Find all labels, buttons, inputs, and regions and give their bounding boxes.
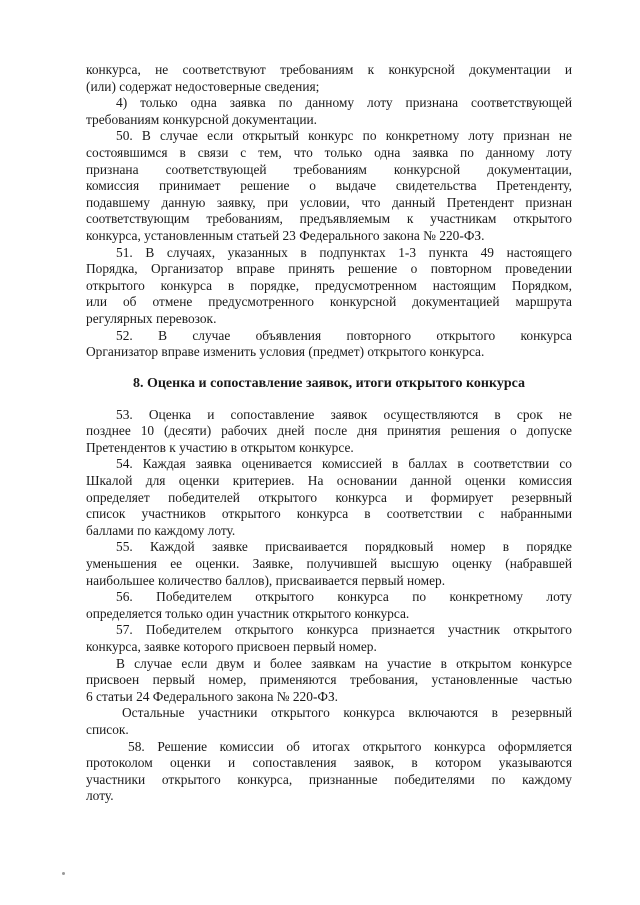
text-line: лоту. — [86, 788, 114, 804]
paragraph — [86, 62, 572, 95]
paragraph — [86, 705, 572, 738]
text-line: 58. Решение комиссии об итогах открытого конкурса оформляется — [128, 738, 572, 754]
text-line: 6 статьи 24 Федерального закона № 220-ФЗ. — [86, 688, 339, 704]
text-line: 50. В случае если открытый конкурс по конкретному лоту признан не — [116, 128, 572, 144]
scan-dot-mark — [62, 872, 65, 875]
text-line: баллами по каждому лоту. — [86, 522, 236, 538]
text-line: 54. Каждая заявка оценивается комиссией в баллах в соответствии со — [116, 456, 572, 472]
paragraph — [86, 128, 572, 244]
text-line: 56. Победителем открытого конкурса по конкретному лоту — [116, 589, 572, 605]
text-line: состоявшимся в связи с тем, что только одна заявка по данному лоту — [86, 144, 572, 160]
text-line: Порядка, Организатор вправе принять решение о повторном проведении — [86, 261, 572, 277]
spacer — [86, 393, 572, 407]
text-line: конкурса, заявке которого присвоен первый номер. — [86, 639, 377, 654]
text-line: или об отмене предусмотренного конкурсной документацией маршрута — [86, 294, 572, 310]
text-line: 4) только одна заявка по данному лоту признана соответствующей — [116, 95, 572, 111]
text-line: подавшему данную заявку, при условии, что данный Претендент признан — [86, 194, 572, 210]
text-line: 51. В случаях, указанных в подпунктах 1-3 пункта 49 настоящего — [116, 244, 572, 260]
text-line: Шкалой для оценки критериев. На основании данной оценки комиссия — [86, 473, 572, 489]
text-line: признана соответствующей требованиям конкурсной документации, — [86, 161, 572, 177]
text-line: Претендентов к участию в открытом конкурсе. — [86, 439, 354, 455]
text-line: Организатор вправе изменить условия (предмет) открытого конкурса. — [86, 344, 485, 360]
text-line: открытого конкурса в порядке, предусмотренном настоящим Порядком, — [86, 277, 572, 293]
spacer — [86, 361, 572, 375]
text-line: конкурса, не соответствуют требованиям к конкурсной документации и — [86, 62, 572, 77]
text-line: 55. Каждой заявке присваивается порядковый номер в порядке — [116, 539, 572, 555]
paragraph — [86, 328, 572, 361]
text-line: протоколом оценки и сопоставления заявок, в котором указываются — [86, 755, 572, 771]
text-line: определяет победителей открытого конкурса и формирует резервный — [86, 489, 572, 505]
paragraph — [86, 739, 572, 805]
section-heading: 8. Оценка и сопоставление заявок, итоги открытого конкурса — [132, 375, 526, 391]
text-line: позднее 10 (десяти) рабочих дней после дня принятия решения о допуске — [86, 423, 572, 439]
text-line: соответствующим требованиям, предъявляемым к участникам открытого — [86, 211, 572, 227]
text-line: конкурса, установленным статьей 23 Федерального закона № 220-ФЗ. — [86, 227, 485, 243]
text-line: комиссия принимает решение о выдаче свидетельства Претенденту, — [86, 178, 572, 194]
text-line: (или) содержат недостоверные сведения; — [86, 78, 320, 94]
paragraph — [86, 589, 572, 622]
paragraph — [86, 656, 572, 706]
paragraph — [86, 539, 572, 589]
text-line: список участников открытого конкурса в соответствии с набранными — [86, 506, 572, 522]
text-line: уменьшения ее оценки. Заявке, получившей высшую оценку (набравшей — [86, 556, 572, 572]
text-line: участники открытого конкурса, признанные победителями по каждому — [86, 771, 572, 787]
text-line: определяется только один участник открытого конкурса. — [86, 605, 410, 621]
text-line: 53. Оценка и сопоставление заявок осуществляются в срок не — [116, 406, 572, 422]
paragraph — [86, 456, 572, 539]
paragraph — [86, 622, 572, 655]
text-line: 57. Победителем открытого конкурса признается участник открытого — [116, 622, 572, 638]
text-line: Остальные участники открытого конкурса включаются в резервный — [122, 705, 572, 721]
text-line: наибольшее количество баллов), присваивается первый номер. — [86, 572, 446, 588]
text-line: В случае если двум и более заявкам на участие в открытом конкурсе — [116, 655, 572, 671]
text-line: список. — [86, 721, 129, 737]
paragraph — [86, 245, 572, 328]
text-line: требованиям конкурсной документации. — [86, 111, 318, 127]
text-line: регулярных перевозок. — [86, 310, 217, 326]
paragraph — [86, 95, 572, 128]
text-line: присвоен первый номер, применяются требования, установленные частью — [86, 672, 572, 688]
text-line: 52. В случае объявления повторного открытого конкурса — [116, 327, 572, 343]
paragraph — [86, 407, 572, 457]
